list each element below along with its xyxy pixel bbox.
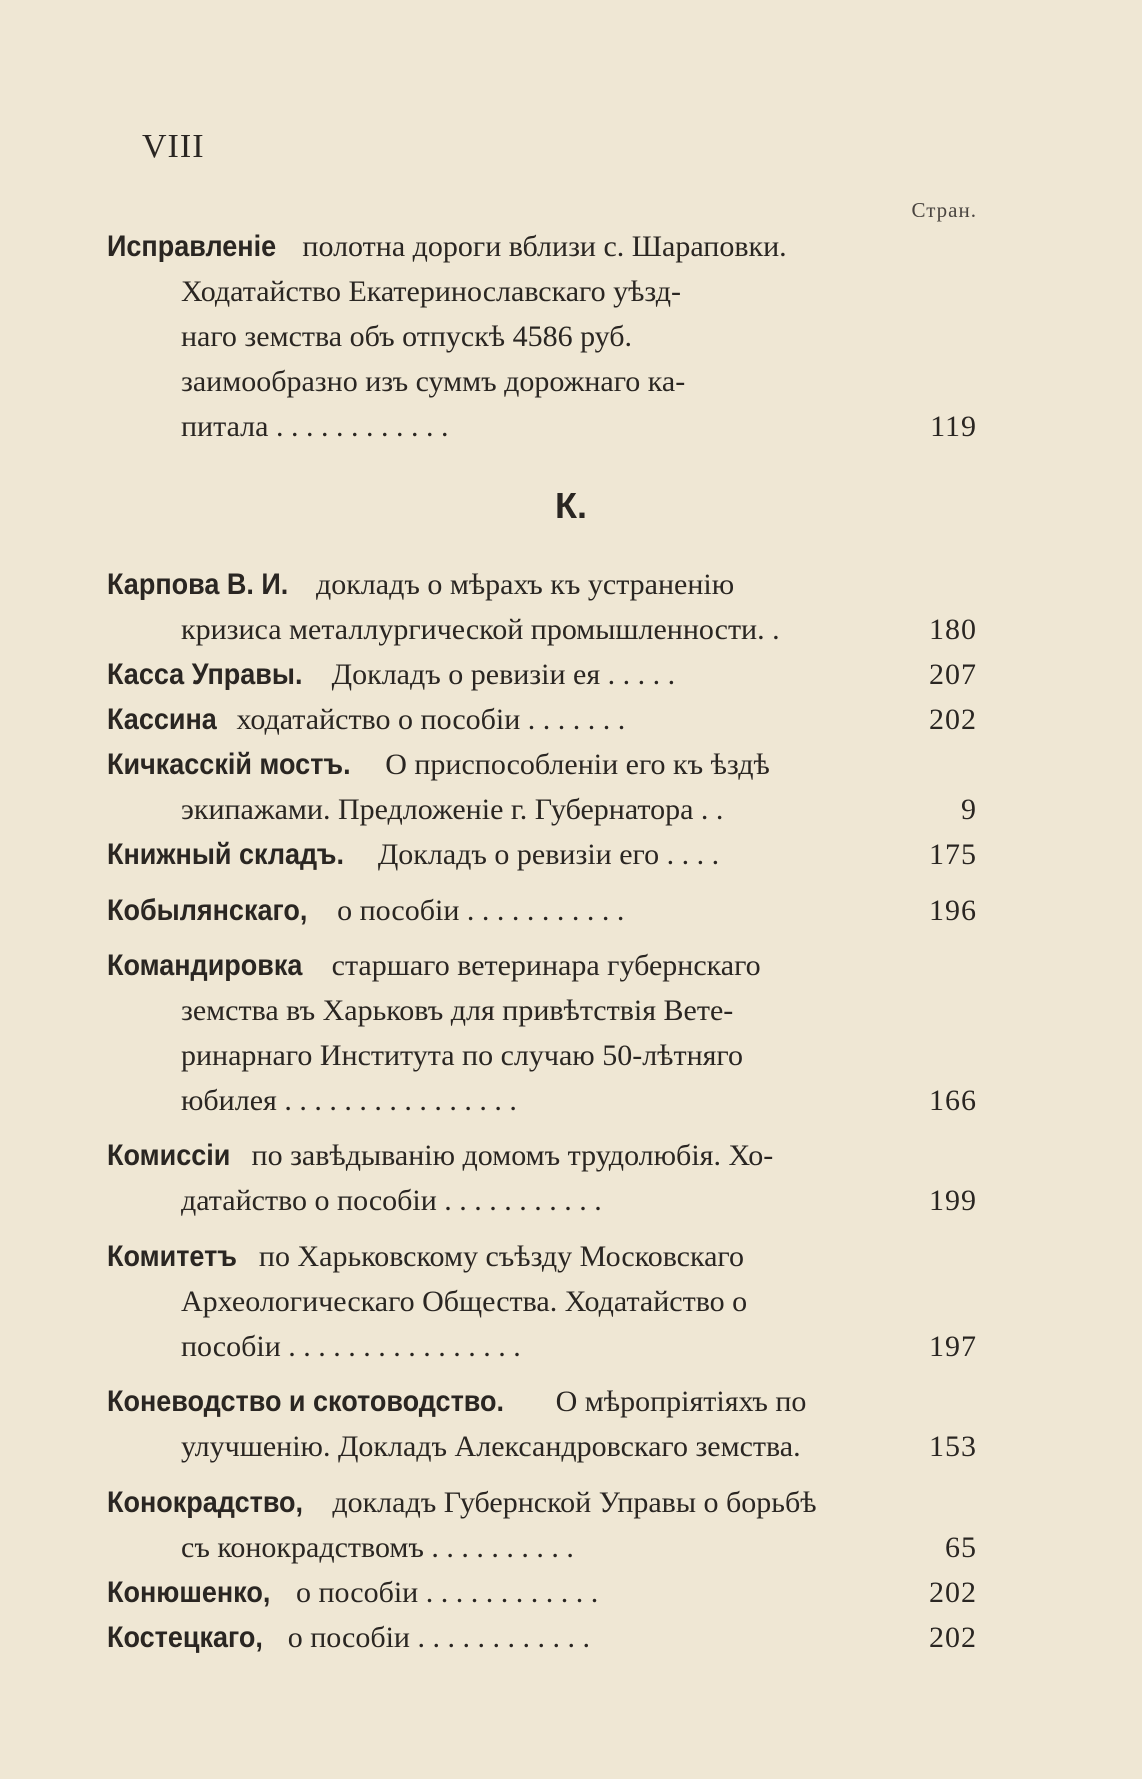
- entry-term: Костецкаго,: [107, 1621, 263, 1654]
- entry-page: 202: [929, 1576, 977, 1609]
- entry-page: 207: [929, 658, 977, 691]
- entry-text: кризиса металлургической промышленности. .: [181, 613, 780, 646]
- entry-text: полотна дороги вблизи с. Шараповки.: [302, 230, 787, 263]
- entry-page: 119: [930, 410, 977, 443]
- entry-page: 166: [929, 1084, 977, 1117]
- index-entry: [107, 1379, 977, 1469]
- entry-text: датайство о пособіи . . . . . . . . . . .: [181, 1184, 602, 1217]
- index-entry: [107, 832, 977, 877]
- index-entry: [107, 1480, 977, 1570]
- entry-page: 197: [929, 1330, 977, 1363]
- entry-text: Докладъ о ревизіи ея . . . . .: [331, 658, 676, 691]
- entry-text: съ конокрадствомъ . . . . . . . . . .: [181, 1531, 574, 1564]
- page-column-header: Стран.: [911, 198, 977, 222]
- entry-text: о пособіи . . . . . . . . . . .: [337, 894, 625, 927]
- entry-page: 202: [929, 1621, 977, 1654]
- entry-term: Кичкасскій мостъ.: [107, 748, 351, 781]
- entry-text: юбилея . . . . . . . . . . . . . . . .: [181, 1084, 517, 1117]
- page-number: VIII: [142, 128, 205, 165]
- index-entry: [107, 1570, 977, 1615]
- index-entry: [107, 652, 977, 697]
- entry-text: питала . . . . . . . . . . . .: [181, 410, 449, 443]
- entry-term: Касса Управы.: [107, 658, 303, 691]
- entry-text: старшаго ветеринара губернскаго: [331, 949, 761, 982]
- entry-term: Конюшенко,: [107, 1576, 271, 1609]
- entry-text: Докладъ о ревизіи его . . . .: [377, 838, 720, 871]
- entry-text: о пособіи . . . . . . . . . . . .: [295, 1576, 599, 1609]
- index-entry: [107, 697, 977, 742]
- index-entry: [107, 562, 977, 652]
- entry-text: О приспособленіи его къ ѣздѣ: [385, 748, 770, 781]
- index-entry: [107, 1234, 977, 1369]
- entry-term: Карпова В. И.: [107, 568, 289, 601]
- entry-text: наго земства объ отпускѣ 4586 руб.: [181, 320, 633, 353]
- index-entry: [107, 1615, 977, 1660]
- entry-text: ринарнаго Института по случаю 50-лѣтняго: [181, 1039, 743, 1072]
- entry-term: Исправленіе: [107, 230, 277, 263]
- entry-text: О мѣропріятіяхъ по: [555, 1385, 807, 1418]
- entry-text: докладъ о мѣрахъ къ устраненію: [315, 568, 735, 601]
- entry-page: 196: [929, 894, 977, 927]
- entry-text: экипажами. Предложеніе г. Губернатора . .: [181, 793, 724, 826]
- entry-page: 9: [961, 793, 977, 826]
- entry-text: докладъ Губернской Управы о борьбѣ: [332, 1486, 817, 1519]
- entry-term: Коневодство и скотоводство.: [107, 1385, 505, 1418]
- entry-term: Комитетъ: [107, 1240, 237, 1273]
- entry-page: 175: [929, 838, 977, 871]
- entry-text: по завѣдыванію домомъ трудолюбія. Хо-: [251, 1139, 774, 1172]
- entry-text: заимообразно изъ суммъ дорожнаго ка-: [181, 365, 686, 398]
- entry-text: по Харьковскому съѣзду Московскаго: [258, 1240, 744, 1273]
- section-letter: К.: [555, 485, 587, 526]
- index-entry: [107, 1133, 977, 1223]
- index-entry: [107, 224, 977, 449]
- entry-term: Кобылянскаго,: [107, 894, 308, 927]
- entry-page: 65: [945, 1531, 977, 1564]
- entry-page: 180: [929, 613, 977, 646]
- entry-term: Кассина: [107, 703, 217, 736]
- entry-page: 153: [929, 1430, 977, 1463]
- index-entry: [107, 742, 977, 832]
- entry-text: ходатайство о пособіи . . . . . . .: [236, 703, 626, 736]
- entry-page: 199: [929, 1184, 977, 1217]
- index-entry: [107, 943, 977, 1123]
- entry-term: Комиссіи: [107, 1139, 231, 1172]
- entry-text: пособіи . . . . . . . . . . . . . . . .: [181, 1330, 521, 1363]
- entry-text: улучшенію. Докладъ Александровскаго земства.: [181, 1430, 801, 1463]
- entry-text: о пособіи . . . . . . . . . . . .: [287, 1621, 590, 1654]
- entry-term: Конокрадство,: [107, 1486, 304, 1519]
- index-entry: [107, 888, 977, 933]
- entry-page: 202: [929, 703, 977, 736]
- entry-text: земства въ Харьковъ для привѣтствія Вете-: [181, 994, 734, 1027]
- entry-term: Книжный складъ.: [107, 838, 344, 871]
- entry-text: Ходатайство Екатеринославскаго уѣзд-: [181, 275, 681, 308]
- entry-text: Археологическаго Общества. Ходатайство о: [181, 1285, 748, 1318]
- entry-term: Командировка: [107, 949, 303, 982]
